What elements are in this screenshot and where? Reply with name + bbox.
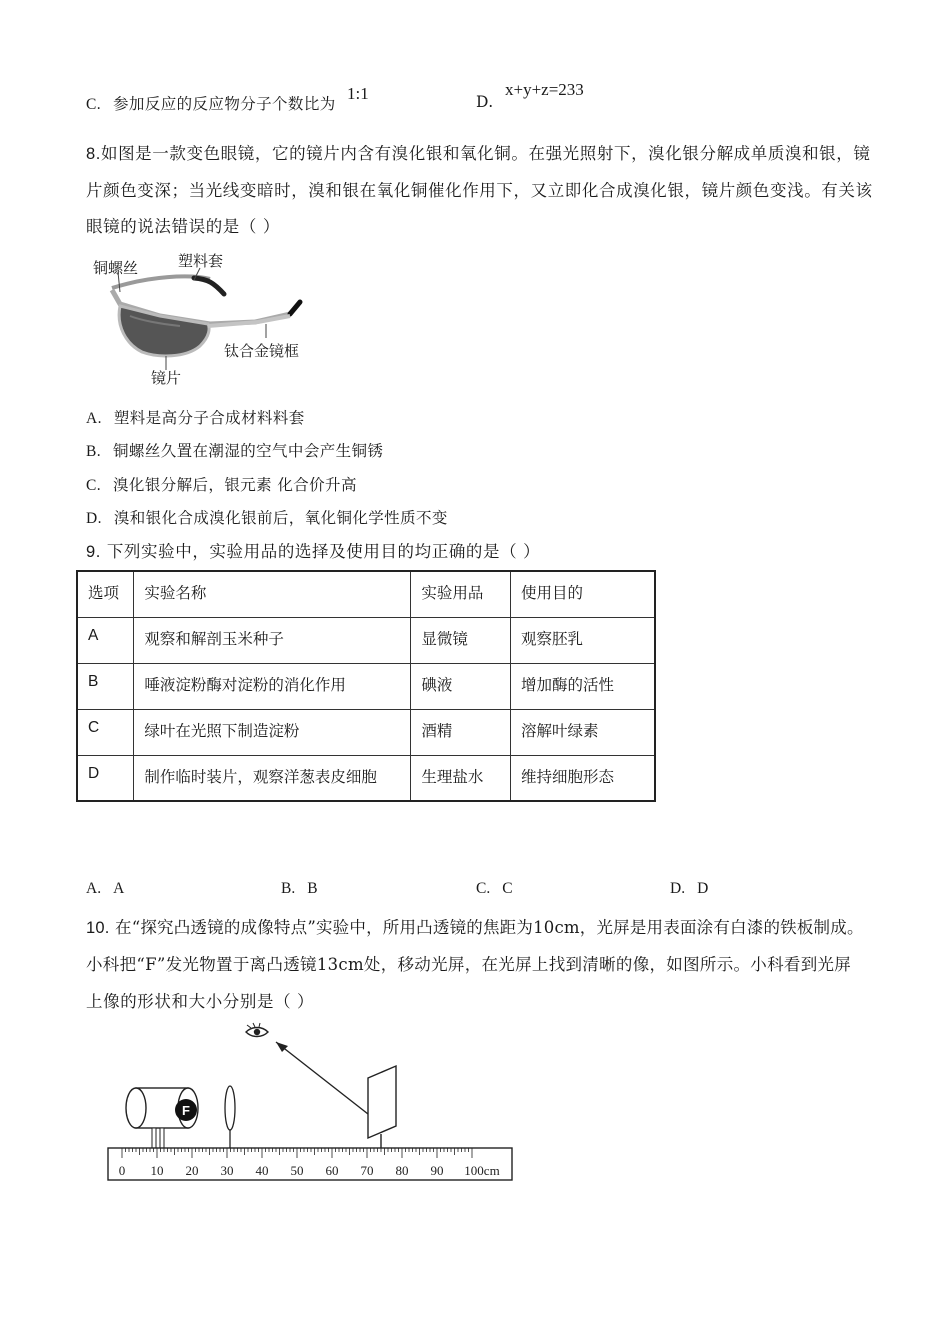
q8-option-d <box>86 506 448 528</box>
table-row <box>77 755 655 801</box>
table-cell: B <box>77 663 134 709</box>
table-cell: 绿叶在光照下制造淀粉 <box>134 709 411 755</box>
table-cell: A <box>77 617 134 663</box>
answer-label: D. <box>670 880 686 897</box>
q7-option-d-label: D. <box>476 93 494 111</box>
q8-stem-line-2: 片颜色变深；当光线变暗时，溴和银在氧化铜催化作用下，又立即化合成溴化银，镜片颜色变浅。有关该 <box>86 181 873 200</box>
q9-stem <box>86 538 540 562</box>
answer-value: C <box>502 880 513 897</box>
label-copper-screw: 铜螺丝 <box>93 259 139 277</box>
table-cell: 维持细胞形态 <box>510 755 655 801</box>
table-cell: C <box>77 709 134 755</box>
ruler-tick-label: 80 <box>395 1163 409 1178</box>
ruler-tick-label: 30 <box>220 1163 234 1178</box>
option-text: 铜螺丝久置在潮湿的空气中会产生铜锈 <box>113 442 384 460</box>
header-cell: 选项 <box>77 571 134 617</box>
q10-stem-line-2: 小科把“F”发光物置于离凸透镜13cm处，移动光屏，在光屏上找到清晰的像，如图所示。小科看到光屏 <box>86 955 852 974</box>
option-label: A. <box>86 410 102 427</box>
table-cell: 制作临时装片，观察洋葱表皮细胞 <box>134 755 411 801</box>
ruler-tick-label: 100cm <box>464 1163 500 1178</box>
label-lens: 镜片 <box>151 369 182 387</box>
q7-option-d-formula: x+y+z=233 <box>505 80 584 99</box>
stem-text: 下列实验中，实验用品的选择及使用目的均正确的是（ ） <box>106 542 541 561</box>
answer-value: A <box>113 880 125 897</box>
question-number: 9. <box>86 543 101 561</box>
answer-label: A. <box>86 880 102 897</box>
option-label: D. <box>86 510 102 527</box>
q8-stem-line-1 <box>86 140 870 164</box>
table-cell: 酒精 <box>411 709 511 755</box>
q7-option-c-ratio: 1:1 <box>347 84 369 103</box>
q8-option-a <box>86 406 305 428</box>
table-row <box>77 709 655 755</box>
table-cell: D <box>77 755 134 801</box>
table-cell: 显微镜 <box>411 617 511 663</box>
q10-stem-line-1 <box>86 914 864 938</box>
table-header-row <box>77 571 655 617</box>
experiment-table <box>76 570 656 802</box>
header-cell: 使用目的 <box>510 571 655 617</box>
q7-option-c <box>86 92 336 114</box>
table-cell: 观察和解剖玉米种子 <box>134 617 411 663</box>
q8-option-c <box>86 473 357 495</box>
question-number: 10. <box>86 919 110 937</box>
table-cell: 增加酶的活性 <box>510 663 655 709</box>
stem-text: 在“探究凸透镜的成像特点”实验中，所用凸透镜的焦距为10cm，光屏是用表面涂有白漆的铁板制成。 <box>115 918 864 937</box>
table-cell: 碘液 <box>411 663 511 709</box>
option-label: C. <box>86 96 102 113</box>
ruler-tick-label: 40 <box>255 1163 269 1178</box>
label-plastic-sleeve: 塑料套 <box>178 252 224 270</box>
q9-answer-c <box>476 880 513 898</box>
q8-stem-line-3: 眼镜的说法错误的是（ ） <box>86 217 280 236</box>
ruler-tick-label: 50 <box>290 1163 304 1178</box>
q9-answer-b <box>281 880 318 898</box>
answer-label: B. <box>281 880 296 897</box>
option-text: 溴化银分解后，银元素 化合价升高 <box>113 476 357 494</box>
object-letter: F <box>182 1103 190 1118</box>
header-cell: 实验名称 <box>134 571 411 617</box>
header-cell: 实验用品 <box>411 571 511 617</box>
q8-option-b <box>86 439 383 461</box>
table-cell: 溶解叶绿素 <box>510 709 655 755</box>
ruler-tick-label: 10 <box>150 1163 164 1178</box>
q9-answer-d <box>670 880 708 898</box>
option-text: 参加反应的反应物分子个数比为 <box>113 95 336 113</box>
table-cell: 唾液淀粉酶对淀粉的消化作用 <box>134 663 411 709</box>
ruler-tick-label: 90 <box>430 1163 444 1178</box>
ruler-tick-label: 70 <box>360 1163 374 1178</box>
table-cell: 观察胚乳 <box>510 617 655 663</box>
table-row <box>77 617 655 663</box>
stem-text: 如图是一款变色眼镜，它的镜片内含有溴化银和氧化铜。在强光照射下，溴化银分解成单质溴和银，镜 <box>100 144 871 163</box>
q9-answer-a <box>86 880 124 898</box>
option-label: B. <box>86 443 102 460</box>
table-row <box>77 663 655 709</box>
option-text: 溴和银化合成溴化银前后，氧化铜化学性质不变 <box>113 509 448 527</box>
ruler-tick-label: 20 <box>185 1163 199 1178</box>
ruler-tick-label: 60 <box>325 1163 339 1178</box>
optics-bench-figure <box>100 1018 520 1186</box>
q10-stem-line-3: 上像的形状和大小分别是（ ） <box>86 992 315 1011</box>
option-text: 塑料是高分子合成材料料套 <box>113 409 305 427</box>
answer-value: D <box>697 880 709 897</box>
table-cell: 生理盐水 <box>411 755 511 801</box>
label-titanium-frame: 钛合金镜框 <box>224 342 300 360</box>
ruler-tick-label: 0 <box>118 1163 126 1178</box>
eye-icon <box>246 1023 268 1037</box>
option-label: C. <box>86 477 102 494</box>
answer-value: B <box>307 880 318 897</box>
answer-label: C. <box>476 880 491 897</box>
question-number: 8. <box>86 145 101 163</box>
